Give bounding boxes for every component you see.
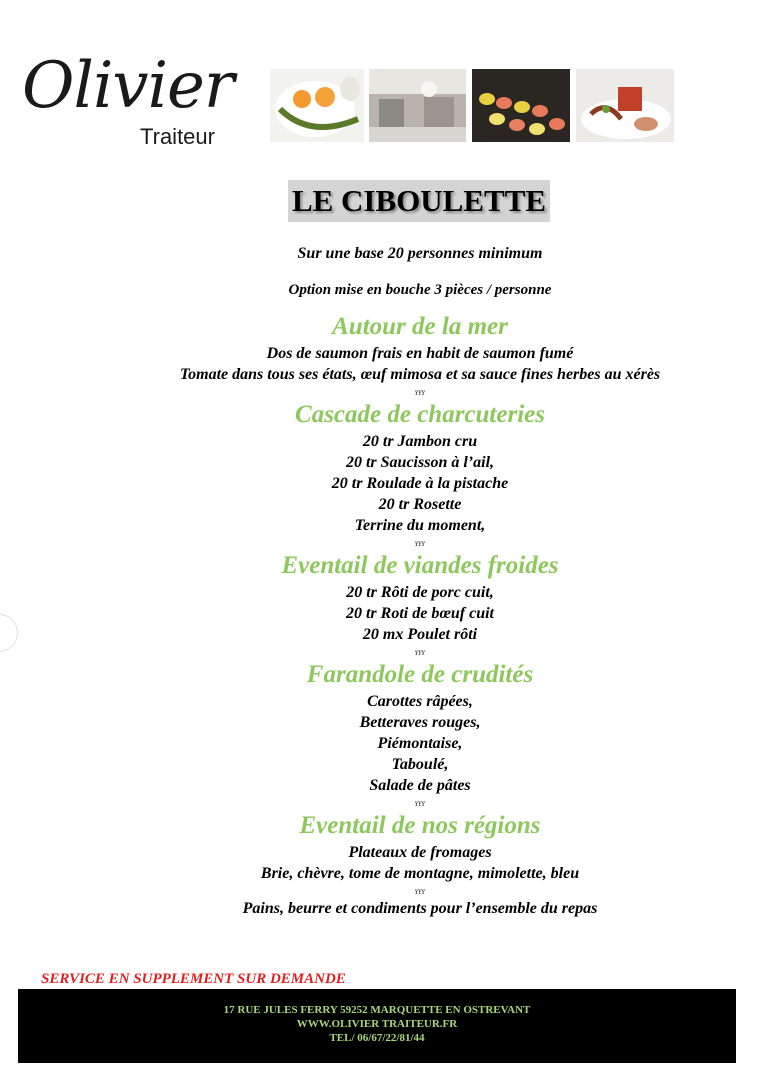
section-title: Eventail de viandes froides	[281, 552, 559, 579]
menu-item: Dos de saumon frais en habit de saumon fumé	[266, 345, 574, 362]
menu-item: 20 tr Rosette	[378, 496, 462, 513]
food-photo-1	[270, 69, 364, 142]
menu-item: Betteraves rouges,	[359, 714, 481, 731]
section-title: Eventail de nos régions	[299, 812, 541, 839]
supplement-notice: SERVICE EN SUPPLEMENT SUR DEMANDE	[41, 971, 346, 987]
menu-item: Tomate dans tous ses états, œuf mimosa et sa sauce fines herbes au xérès	[179, 366, 661, 383]
brand-name: Olivier	[22, 49, 234, 123]
menu-item: 20 mx Poulet rôti	[362, 626, 478, 643]
separator: ʏʏʏ	[414, 538, 426, 548]
section-title: Cascade de charcuteries	[295, 401, 545, 428]
menu-item: Terrine du moment,	[354, 517, 486, 534]
menu-item: Piémontaise,	[377, 735, 463, 752]
menu-item: 20 tr Roti de bœuf cuit	[345, 605, 494, 622]
intro-option: Option mise en bouche 3 pièces / personne	[288, 282, 552, 298]
closing-line: Pains, beurre et condiments pour l’ensemble du repas	[242, 900, 598, 917]
footer-bar	[18, 989, 736, 1063]
footer-website: WWW.OLIVIER TRAITEUR.FR	[296, 1018, 458, 1030]
intro-base: Sur une base 20 personnes minimum	[297, 245, 543, 262]
footer-phone: TEL/ 06/67/22/81/44	[329, 1032, 425, 1044]
food-photo-3	[472, 69, 570, 142]
title-container	[0, 180, 758, 222]
brand-logo	[22, 38, 252, 158]
separator: ʏʏʏ	[414, 647, 426, 657]
page-edge-handle[interactable]	[0, 614, 18, 652]
menu-item: 20 tr Saucisson à l’ail,	[345, 454, 495, 471]
menu-item: Taboulé,	[391, 756, 449, 773]
separator: ʏʏʏ	[414, 387, 426, 397]
menu-item: Brie, chèvre, tome de montagne, mimolette, bleu	[260, 865, 580, 882]
menu-title: LE CIBOULETTE	[288, 180, 550, 222]
brand-subtitle: Traiteur	[140, 124, 215, 149]
menu-item: Carottes râpées,	[367, 693, 473, 710]
separator: ʏʏʏ	[414, 798, 426, 808]
food-photo-4	[576, 69, 674, 142]
menu-body	[80, 240, 758, 919]
footer-address: 17 RUE JULES FERRY 59252 MARQUETTE EN OSTREVANT	[223, 1004, 531, 1016]
menu-item: 20 tr Roulade à la pistache	[331, 475, 509, 492]
section-title: Farandole de crudités	[306, 661, 534, 688]
food-photo-2	[369, 69, 466, 142]
menu-item: 20 tr Rôti de porc cuit,	[346, 584, 494, 601]
separator: ʏʏʏ	[414, 886, 426, 896]
menu-item: Salade de pâtes	[369, 777, 471, 794]
menu-item: Plateaux de fromages	[348, 844, 492, 861]
photo-strip	[270, 69, 675, 142]
menu-item: 20 tr Jambon cru	[362, 433, 478, 450]
section-title: Autour de la mer	[332, 313, 508, 340]
